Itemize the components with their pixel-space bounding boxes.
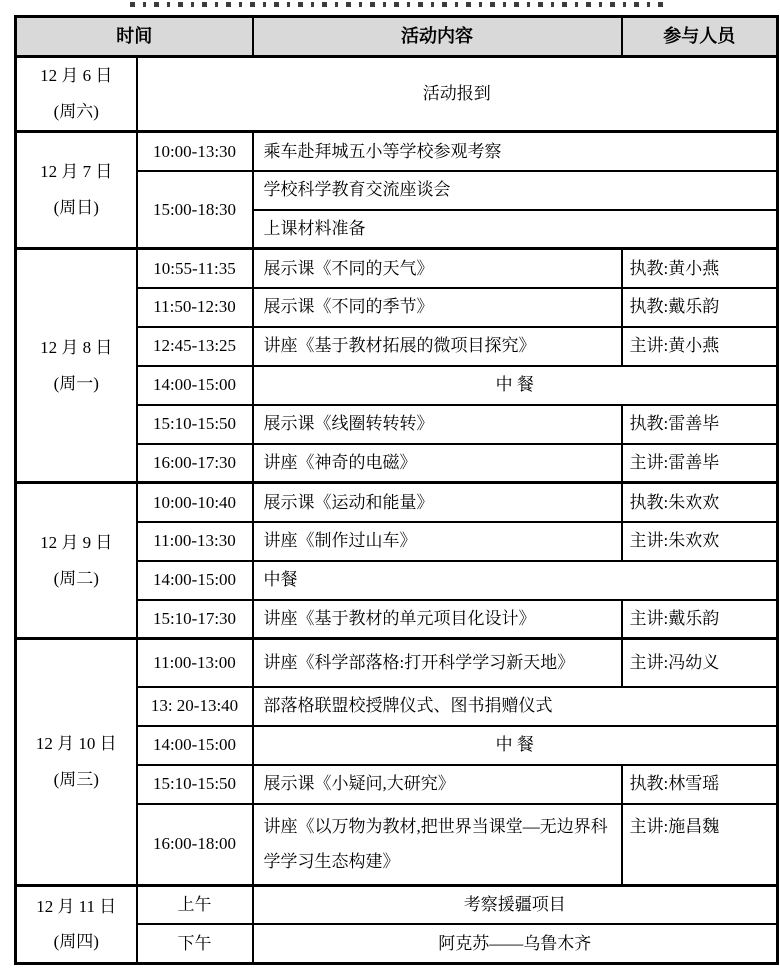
table-header-row: [16, 17, 778, 57]
date-line2: (周日): [53, 198, 99, 217]
date-cell: [16, 57, 137, 132]
date-line1: 12 月 8 日: [40, 337, 113, 357]
time-cell: 上午: [137, 885, 253, 924]
table-row: [16, 57, 778, 132]
header-time: 时间: [16, 17, 253, 57]
activity-cell: 上课材料准备: [253, 210, 778, 249]
table-row: [16, 132, 778, 171]
activity-cell: 学校科学教育交流座谈会: [253, 171, 778, 210]
date-line1: 12 月 7 日: [40, 162, 113, 182]
date-line2: (周二): [53, 568, 99, 588]
header-activity: 活动内容: [253, 17, 622, 57]
date-cell: [16, 249, 137, 483]
table-row: [16, 249, 778, 288]
activity-cell: 阿克苏——乌鲁木齐: [253, 924, 778, 963]
cropped-title-fragment: [130, 2, 666, 7]
time-cell: 14:00-15:00: [137, 561, 253, 600]
activity-cell: 讲座《制作过山车》: [253, 522, 622, 561]
date-line2: (周三): [53, 769, 99, 789]
participant-cell: 主讲:戴乐韵: [622, 600, 778, 639]
activity-cell: 考察援疆项目: [253, 885, 778, 924]
time-cell: 11:00-13:00: [137, 639, 253, 687]
date-cell: [16, 639, 137, 886]
activity-cell: 讲座《以万物为教材,把世界当课堂—无边界科学学习生态构建》: [253, 804, 622, 886]
date-line1: 12 月 11 日: [36, 896, 117, 916]
activity-cell: 乘车赴拜城五小等学校参观考察: [253, 132, 778, 171]
date-line1: 12 月 10 日: [35, 734, 117, 754]
participant-cell: 执教:戴乐韵: [622, 288, 778, 327]
date-line1: 12 月 6 日: [40, 66, 113, 86]
header-participants: 参与人员: [622, 17, 778, 57]
time-cell: 16:00-18:00: [137, 804, 253, 886]
activity-cell: 活动报到: [137, 57, 778, 132]
table-row: [16, 885, 778, 924]
time-cell: 14:00-15:00: [137, 726, 253, 765]
participant-cell: 执教:林雪瑶: [622, 765, 778, 804]
time-cell: 15:10-17:30: [137, 600, 253, 639]
schedule-table: [14, 15, 779, 965]
participant-cell: 主讲:施昌魏: [622, 804, 778, 886]
date-line2: (周一): [53, 373, 99, 393]
time-cell: 10:00-13:30: [137, 132, 253, 171]
date-cell: [16, 132, 137, 249]
time-cell: 下午: [137, 924, 253, 963]
time-cell: 16:00-17:30: [137, 444, 253, 483]
time-cell: 14:00-15:00: [137, 366, 253, 405]
activity-cell: 中餐: [253, 561, 778, 600]
activity-cell: 讲座《科学部落格:打开科学学习新天地》: [253, 639, 622, 687]
activity-cell: 展示课《小疑问,大研究》: [253, 765, 622, 804]
time-cell: 11:50-12:30: [137, 288, 253, 327]
participant-cell: 执教:雷善毕: [622, 405, 778, 444]
time-cell: 15:10-15:50: [137, 765, 253, 804]
participant-cell: 主讲:雷善毕: [622, 444, 778, 483]
time-cell: 13: 20-13:40: [137, 687, 253, 726]
activity-cell: 中 餐: [253, 366, 778, 405]
date-line2: (周四): [53, 932, 99, 952]
activity-cell: 部落格联盟校授牌仪式、图书捐赠仪式: [253, 687, 778, 726]
time-cell: 11:00-13:30: [137, 522, 253, 561]
participant-cell: 执教:朱欢欢: [622, 483, 778, 522]
activity-cell: 展示课《线圈转转转》: [253, 405, 622, 444]
date-line2: (周六): [53, 102, 99, 121]
date-cell: [16, 885, 137, 963]
activity-cell: 中 餐: [253, 726, 778, 765]
table-row: [16, 483, 778, 522]
participant-cell: 执教:黄小燕: [622, 249, 778, 288]
time-cell: 15:10-15:50: [137, 405, 253, 444]
participant-cell: 主讲:黄小燕: [622, 327, 778, 366]
time-cell: 10:00-10:40: [137, 483, 253, 522]
activity-cell: 展示课《不同的天气》: [253, 249, 622, 288]
activity-cell: 展示课《运动和能量》: [253, 483, 622, 522]
activity-cell: 讲座《神奇的电磁》: [253, 444, 622, 483]
date-line1: 12 月 9 日: [40, 532, 113, 552]
activity-cell: 展示课《不同的季节》: [253, 288, 622, 327]
activity-cell: 讲座《基于教材拓展的微项目探究》: [253, 327, 622, 366]
time-cell: 10:55-11:35: [137, 249, 253, 288]
activity-cell: 讲座《基于教材的单元项目化设计》: [253, 600, 622, 639]
participant-cell: 主讲:朱欢欢: [622, 522, 778, 561]
table-row: [16, 639, 778, 687]
time-cell: 15:00-18:30: [137, 171, 253, 249]
time-cell: 12:45-13:25: [137, 327, 253, 366]
date-cell: [16, 483, 137, 639]
participant-cell: 主讲:冯幼义: [622, 639, 778, 687]
